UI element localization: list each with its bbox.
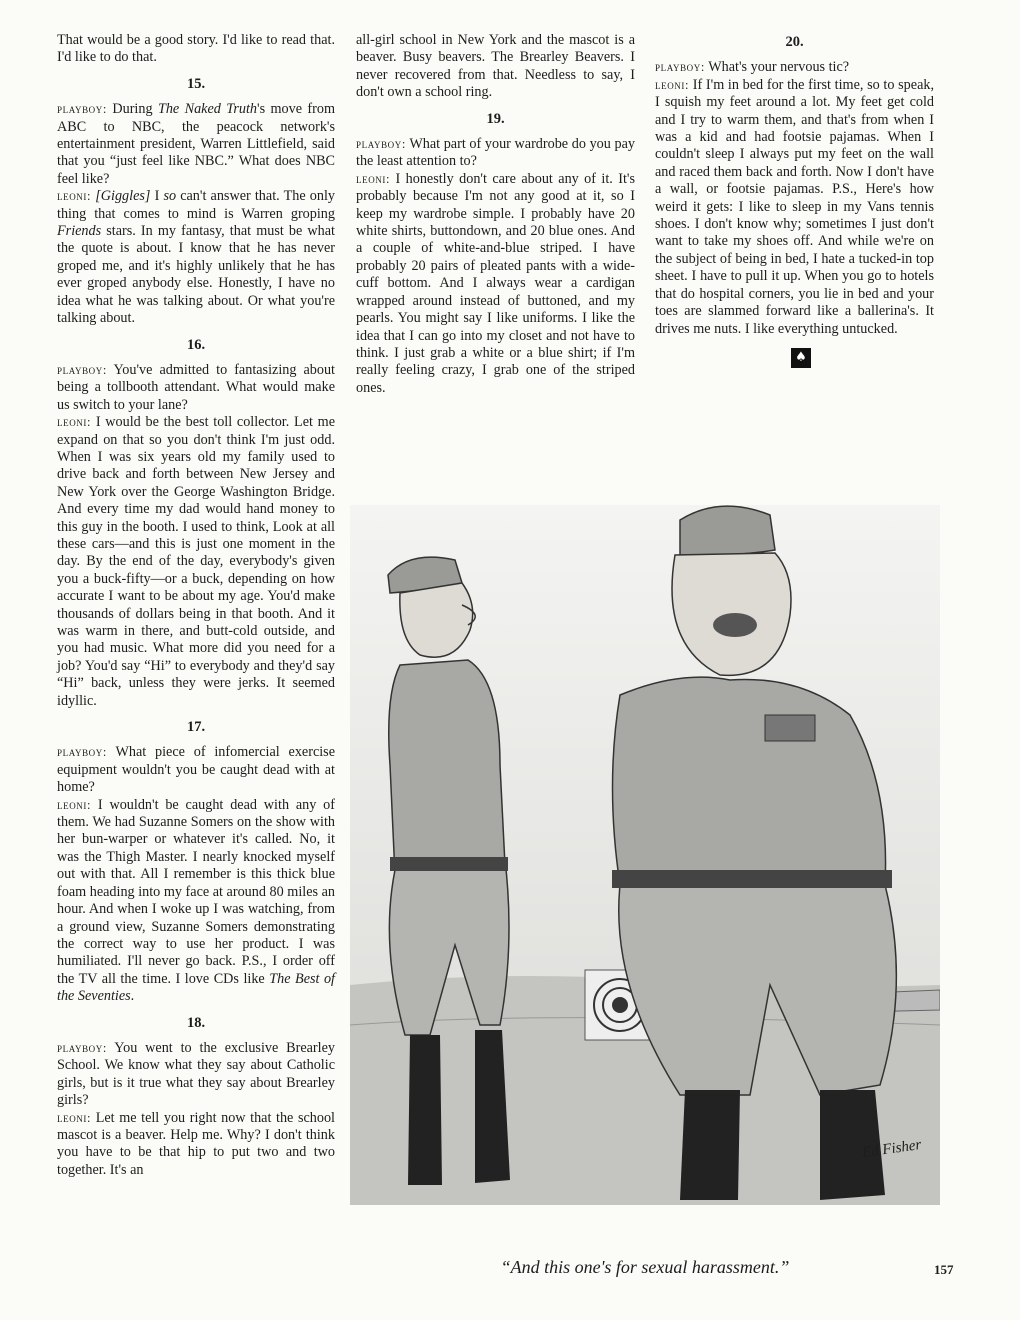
speaker-playboy: playboy: bbox=[57, 745, 107, 760]
bunny-logo-icon: ♠ bbox=[791, 348, 811, 368]
artist-signature: Ed Fisher bbox=[861, 1136, 923, 1162]
speaker-playboy: playboy: bbox=[655, 60, 705, 75]
intro-text: That would be a good story. I'd like to read that. I'd like to do that. bbox=[57, 32, 335, 66]
question-number-16: 16. bbox=[186, 336, 206, 353]
column-2 bbox=[356, 32, 635, 397]
question-15: playboy: During The Naked Truth's move from ABC to NBC, the peacock network's entertainment president, Warren Littlefield, said that you “just feel like NBC.” What does NBC feel like? bbox=[57, 101, 335, 187]
answer-18-continued: all-girl school in New York and the mascot is a beaver. Busy beavers. The Brearley Beavers. I never recovered from that. Needless to say, I don't own a school ring. bbox=[356, 32, 635, 101]
speaker-playboy: playboy: bbox=[356, 137, 406, 152]
question-number-20: 20. bbox=[785, 34, 804, 50]
column-3 bbox=[655, 32, 934, 368]
answer-17: leoni: I wouldn't be caught dead with any of them. We had Suzanne Somers on the show with her bun-warper or whatever it's called. No, it was the Thigh Master. I nearly knocked myself out with that. All I remember is this thick blue foam heading into my face at around 80 miles an hour. And when I woke up I was watching, from a ground view, Suzanne Somers demonstrating the correct way to use her product. I was humiliated. I'll never go back. P.S., I order off the TV all the time. I love CDs like The Best of the Seventies. bbox=[57, 796, 335, 1005]
answer-18: leoni: Let me tell you right now that the school mascot is a beaver. Help me. Why? I don't think you have to be that hip to put two and two together. It's an bbox=[57, 1109, 335, 1178]
question-number-15: 15. bbox=[186, 75, 206, 92]
speaker-playboy: playboy: bbox=[57, 362, 107, 377]
cartoon-caption: “And this one's for sexual harassment.” bbox=[500, 1257, 790, 1277]
speaker-playboy: playboy: bbox=[57, 1040, 107, 1055]
speaker-leoni: leoni: bbox=[57, 415, 92, 430]
question-number-18: 18. bbox=[186, 1014, 206, 1031]
speaker-playboy: playboy: bbox=[57, 102, 107, 117]
question-18: playboy: You went to the exclusive Brearley School. We know what they say about Catholic girls, but is it true what they say about Brearley girls? bbox=[57, 1039, 335, 1109]
speaker-leoni: leoni: bbox=[356, 171, 391, 186]
speaker-leoni: leoni: bbox=[57, 1110, 92, 1125]
answer-16: leoni: I would be the best toll collector. Let me expand on that so you don't think I'm just odd. When I was six years old my family used to drive back and forth between New Jersey and New York over the George Washington Bridge. And every time my dad would hand money to this guy in the booth. I used to think, Look at all these cars—and this is just one moment in the day. By the end of the day, everybody's given you a buck-fifty—or a buck, depending on how accurate I want to be about my age. You'd make thousands of dollars being in that booth. And it was warm in there, and butt-cold outside, and you had music. What more did you need for a job? You'd say “Hi” to everybody and they'd say “Hi” back, unless they were jerks. It seemed idyllic. bbox=[57, 414, 335, 709]
question-17: playboy: What piece of infomercial exercise equipment wouldn't you be caught dead with at home? bbox=[57, 744, 336, 796]
question-19: playboy: What part of your wardrobe do you pay the least attention to? bbox=[356, 136, 635, 170]
question-20: playboy: What's your nervous tic? bbox=[655, 59, 850, 76]
question-16: playboy: You've admitted to fantasizing about being a tollbooth attendant. What would make us switch to your lane? bbox=[57, 361, 335, 413]
answer-15: leoni: [Giggles] I so can't answer that. The only thing that comes to mind is Warren groping Friends stars. In my fantasy, that must be what the quote is about. I know that he has never groped me, and it's highly unlikely that he has ever groped anybody else. Honestly, I have no idea what he was talking about. Or what you're talking about. bbox=[57, 188, 335, 327]
answer-19: leoni: I honestly don't care about any of it. It's probably because I'm not any good at it, so I keep my wardrobe simple. I probably have 20 white shirts, buttondown, and 20 blue ones. And a couple of white-and-blue striped. I have probably 20 pairs of pleated pants with a wide-cuff bottom. And I always wear a cardigan wrapped around instead of buttoned, and my pearls. You might say I like uniforms. I like the idea that I can go into my closet and not have to think. I just grab a white or a blue shirt; if I'm really feeling crazy, I grab one of the striped ones. bbox=[356, 170, 635, 396]
column-1 bbox=[57, 32, 335, 1179]
cartoon-illustration bbox=[350, 465, 940, 1235]
speaker-leoni: leoni: bbox=[655, 77, 690, 92]
question-number-17: 17. bbox=[186, 719, 206, 736]
speaker-leoni: leoni: bbox=[57, 797, 92, 812]
page-number: 157 bbox=[934, 1262, 954, 1277]
answer-20: leoni: If I'm in bed for the first time, so to speak, I squish my feet around a lot. My feet get cold and I try to warm them, and that's from when I was a kid and had footsie pajamas. When I couldn't sleep I always put my feet on the wall and raced them back and forth. Now I don't have a wall, or footsie pajamas. P.S., Here's how weird it gets: I like to sleep in my Vans tennis shoes. I don't know why; sometimes I just don't want to take my shoes off. And while we're on the subject of being in bed, I hate a tucked-in top sheet. I have to pull it up. When you go to hotels that do hospital corners, you lie in bed and your toes are slammed forward like a ballerina's. It drives me nuts. I like everything untucked. bbox=[655, 76, 935, 337]
question-number-19: 19. bbox=[486, 110, 505, 127]
speaker-leoni: leoni: bbox=[57, 189, 92, 204]
